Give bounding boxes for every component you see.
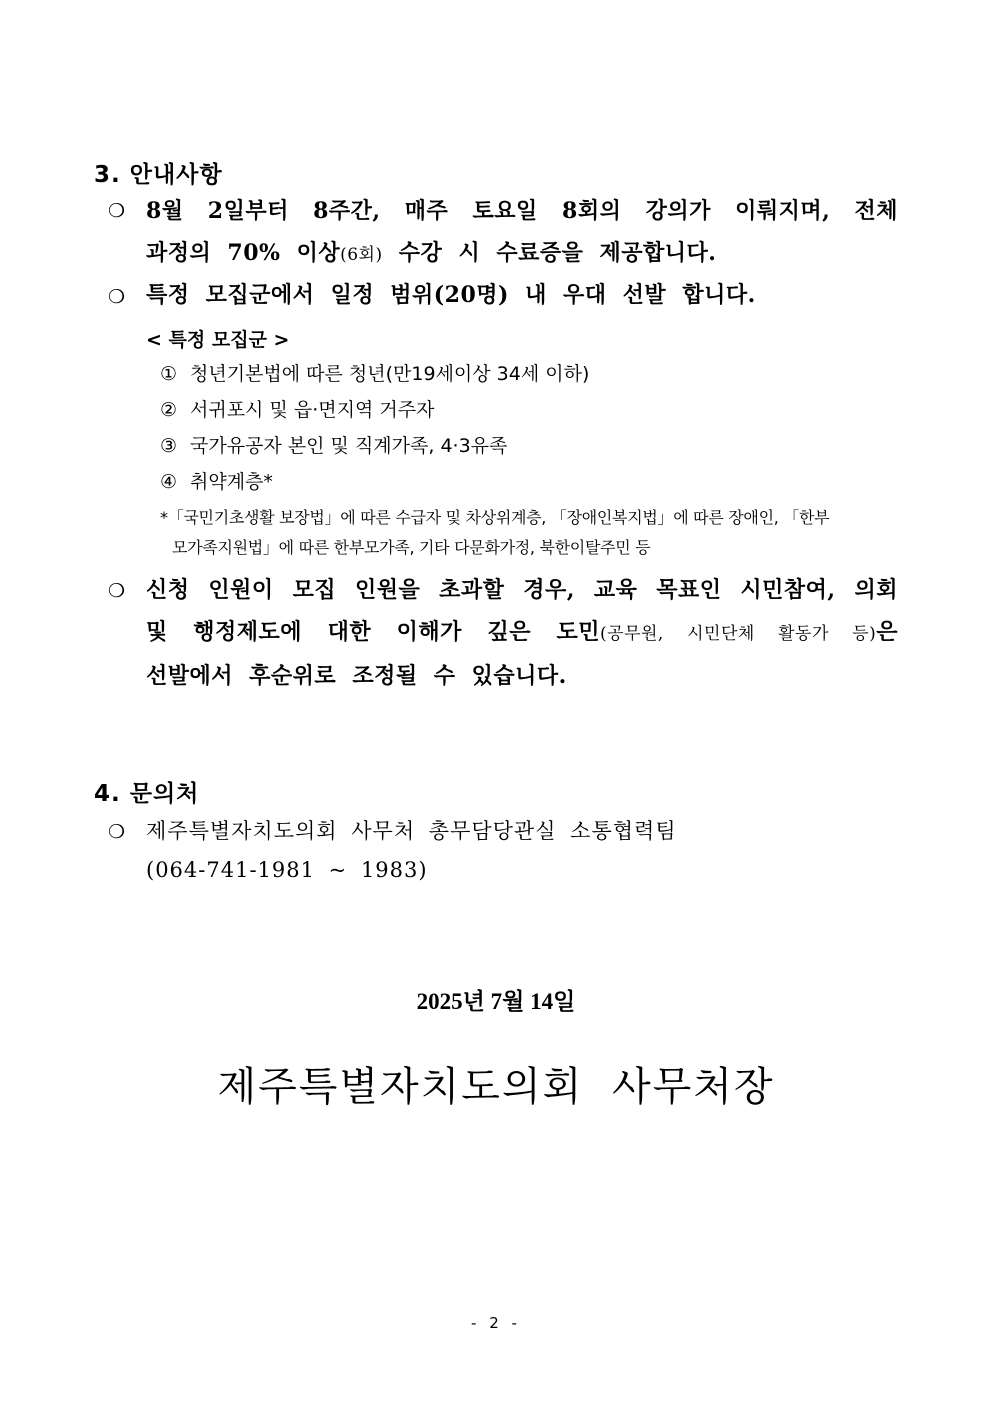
paragraph-selection-priority (146, 569, 898, 697)
group-item-text: 서귀포시 및 읍·면지역 거주자 (190, 399, 435, 421)
priority-line-1: 신청 인원이 모집 인원을 초과할 경우, 교육 목표인 시민참여, 의회 (146, 577, 898, 603)
vulnerable-group-footnote (160, 503, 900, 563)
priority-line-3: 선발에서 후순위로 조정될 수 있습니다. (146, 663, 567, 689)
priority-line-2-note: (공무원, 시민단체 활동가 등) (600, 624, 877, 644)
group-item-number: ④ (160, 471, 178, 493)
priority-line-2-end: 은 (876, 619, 898, 645)
group-item (160, 431, 507, 458)
group-item-number: ③ (160, 435, 178, 457)
schedule-line-1: 8월 2일부터 8주간, 매주 토요일 8회의 강의가 이뤄지며, 전체 (146, 198, 898, 224)
group-item (160, 395, 434, 422)
bullet-icon: ❍ (108, 821, 126, 843)
schedule-line-2 (146, 232, 898, 276)
group-item-number: ① (160, 363, 178, 385)
group-heading: < 특정 모집군 > (146, 329, 290, 351)
section-4-title: 4. 문의처 (94, 781, 200, 807)
schedule-line-2-end: 수강 시 수료증을 제공합니다. (382, 240, 717, 266)
group-item-text: 국가유공자 본인 및 직계가족, 4·3유족 (190, 435, 508, 457)
issue-date: 2025년 7월 14일 (416, 989, 576, 1014)
group-item-text: 청년기본법에 따른 청년(만19세이상 34세 이하) (190, 363, 590, 385)
contact-office: 제주특별자치도의회 사무처 총무담당관실 소통협력팀 (146, 819, 677, 843)
group-item-number: ② (160, 399, 178, 421)
group-item-text: 취약계층* (190, 471, 273, 493)
schedule-line-2-main: 과정의 70% 이상 (146, 240, 341, 266)
footnote-line-1: *「국민기초생활 보장법」에 따른 수급자 및 차상위계층, 「장애인복지법」에 따른 장애인, 「한부 (160, 508, 830, 527)
bullet-icon: ❍ (108, 200, 126, 222)
bullet-icon: ❍ (108, 286, 126, 308)
paragraph-preference: 특정 모집군에서 일정 범위(20명) 내 우대 선발 합니다. (146, 282, 756, 308)
issuer-signature: 제주특별자치도의회 사무처장 (217, 1064, 775, 1110)
priority-line-2 (146, 611, 898, 655)
group-item (160, 359, 589, 386)
page-number: - 2 - (471, 1314, 521, 1332)
priority-line-2-main: 및 행정제도에 대한 이해가 깊은 도민 (146, 619, 601, 645)
section-3-title: 3. 안내사항 (94, 162, 223, 188)
paragraph-schedule (146, 190, 898, 276)
contact-phone: (064-741-1981 ~ 1983) (146, 858, 428, 882)
schedule-line-2-note: (6회) (340, 245, 383, 265)
footnote-line-2: 모가족지원법」에 따른 한부모가족, 기타 다문화가정, 북한이탈주민 등 (172, 538, 651, 557)
bullet-icon: ❍ (108, 580, 126, 602)
group-item (160, 467, 273, 494)
